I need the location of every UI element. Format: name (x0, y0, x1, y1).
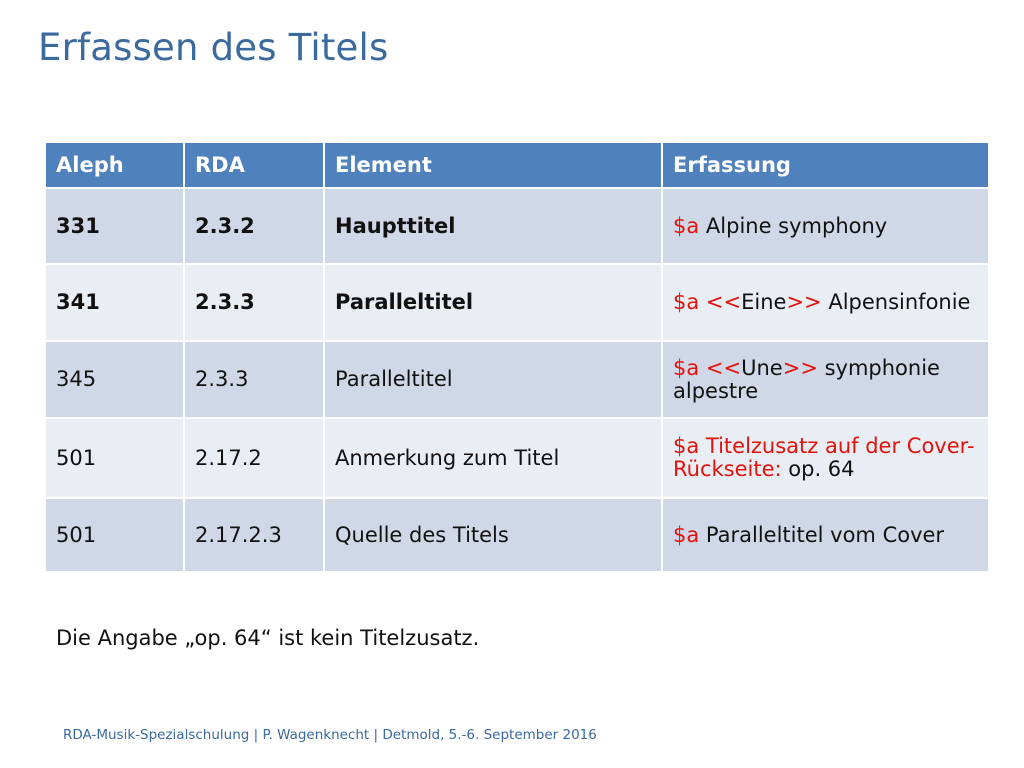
cell-aleph: 501 (45, 498, 184, 572)
cell-aleph: 341 (45, 264, 184, 341)
subfield-value: Alpensinfonie (821, 290, 971, 314)
cell-aleph: 345 (45, 341, 184, 418)
slide-title: Erfassen des Titels (38, 26, 389, 69)
cell-element: Haupttitel (324, 188, 662, 264)
subfield-code: $a << (673, 290, 742, 314)
slide-footer: RDA-Musik-Spezialschulung | P. Wagenknecht | Detmold, 5.-6. September 2016 (63, 727, 597, 743)
slide-note: Die Angabe „op. 64“ ist kein Titelzusatz. (56, 626, 480, 650)
subfield-value: Alpine symphony (699, 213, 888, 238)
table-row (45, 418, 989, 498)
table-row (45, 341, 989, 418)
subfield-code: $a (673, 213, 700, 238)
cell-element: Paralleltitel (324, 341, 662, 418)
cell-rda: 2.3.3 (184, 341, 324, 418)
cell-rda: 2.17.2.3 (184, 498, 324, 572)
cell-aleph: 331 (45, 188, 184, 264)
nonsort-article: Eine (741, 290, 787, 314)
subfield-value: Paralleltitel vom Cover (699, 522, 945, 547)
nonsort-end: >> (782, 355, 818, 380)
table-header-row (45, 142, 989, 188)
nonsort-article: Une (741, 355, 783, 380)
cell-erfassung (662, 264, 989, 341)
cell-element: Paralleltitel (324, 264, 662, 341)
subfield-value: op. 64 (781, 457, 855, 481)
cell-erfassung (662, 498, 989, 572)
header-erfassung: Erfassung (662, 142, 989, 188)
cell-erfassung (662, 418, 989, 498)
subfield-code: $a Titelzusatz auf der Cover-Rückseite: (673, 434, 975, 481)
table-row (45, 498, 989, 572)
cell-aleph: 501 (45, 418, 184, 498)
header-rda: RDA (184, 142, 324, 188)
subfield-code: $a (673, 522, 700, 547)
header-aleph: Aleph (45, 142, 184, 188)
cell-rda: 2.17.2 (184, 418, 324, 498)
subfield-code: $a << (673, 355, 742, 380)
table-row (45, 264, 989, 341)
cell-erfassung (662, 341, 989, 418)
title-table (44, 141, 990, 573)
cell-rda: 2.3.2 (184, 188, 324, 264)
subfield-value: symphonie alpestre (673, 355, 940, 403)
cell-erfassung (662, 188, 989, 264)
table-row (45, 188, 989, 264)
nonsort-end: >> (786, 290, 822, 314)
cell-element: Quelle des Titels (324, 498, 662, 572)
cell-element: Anmerkung zum Titel (324, 418, 662, 498)
cell-rda: 2.3.3 (184, 264, 324, 341)
header-element: Element (324, 142, 662, 188)
